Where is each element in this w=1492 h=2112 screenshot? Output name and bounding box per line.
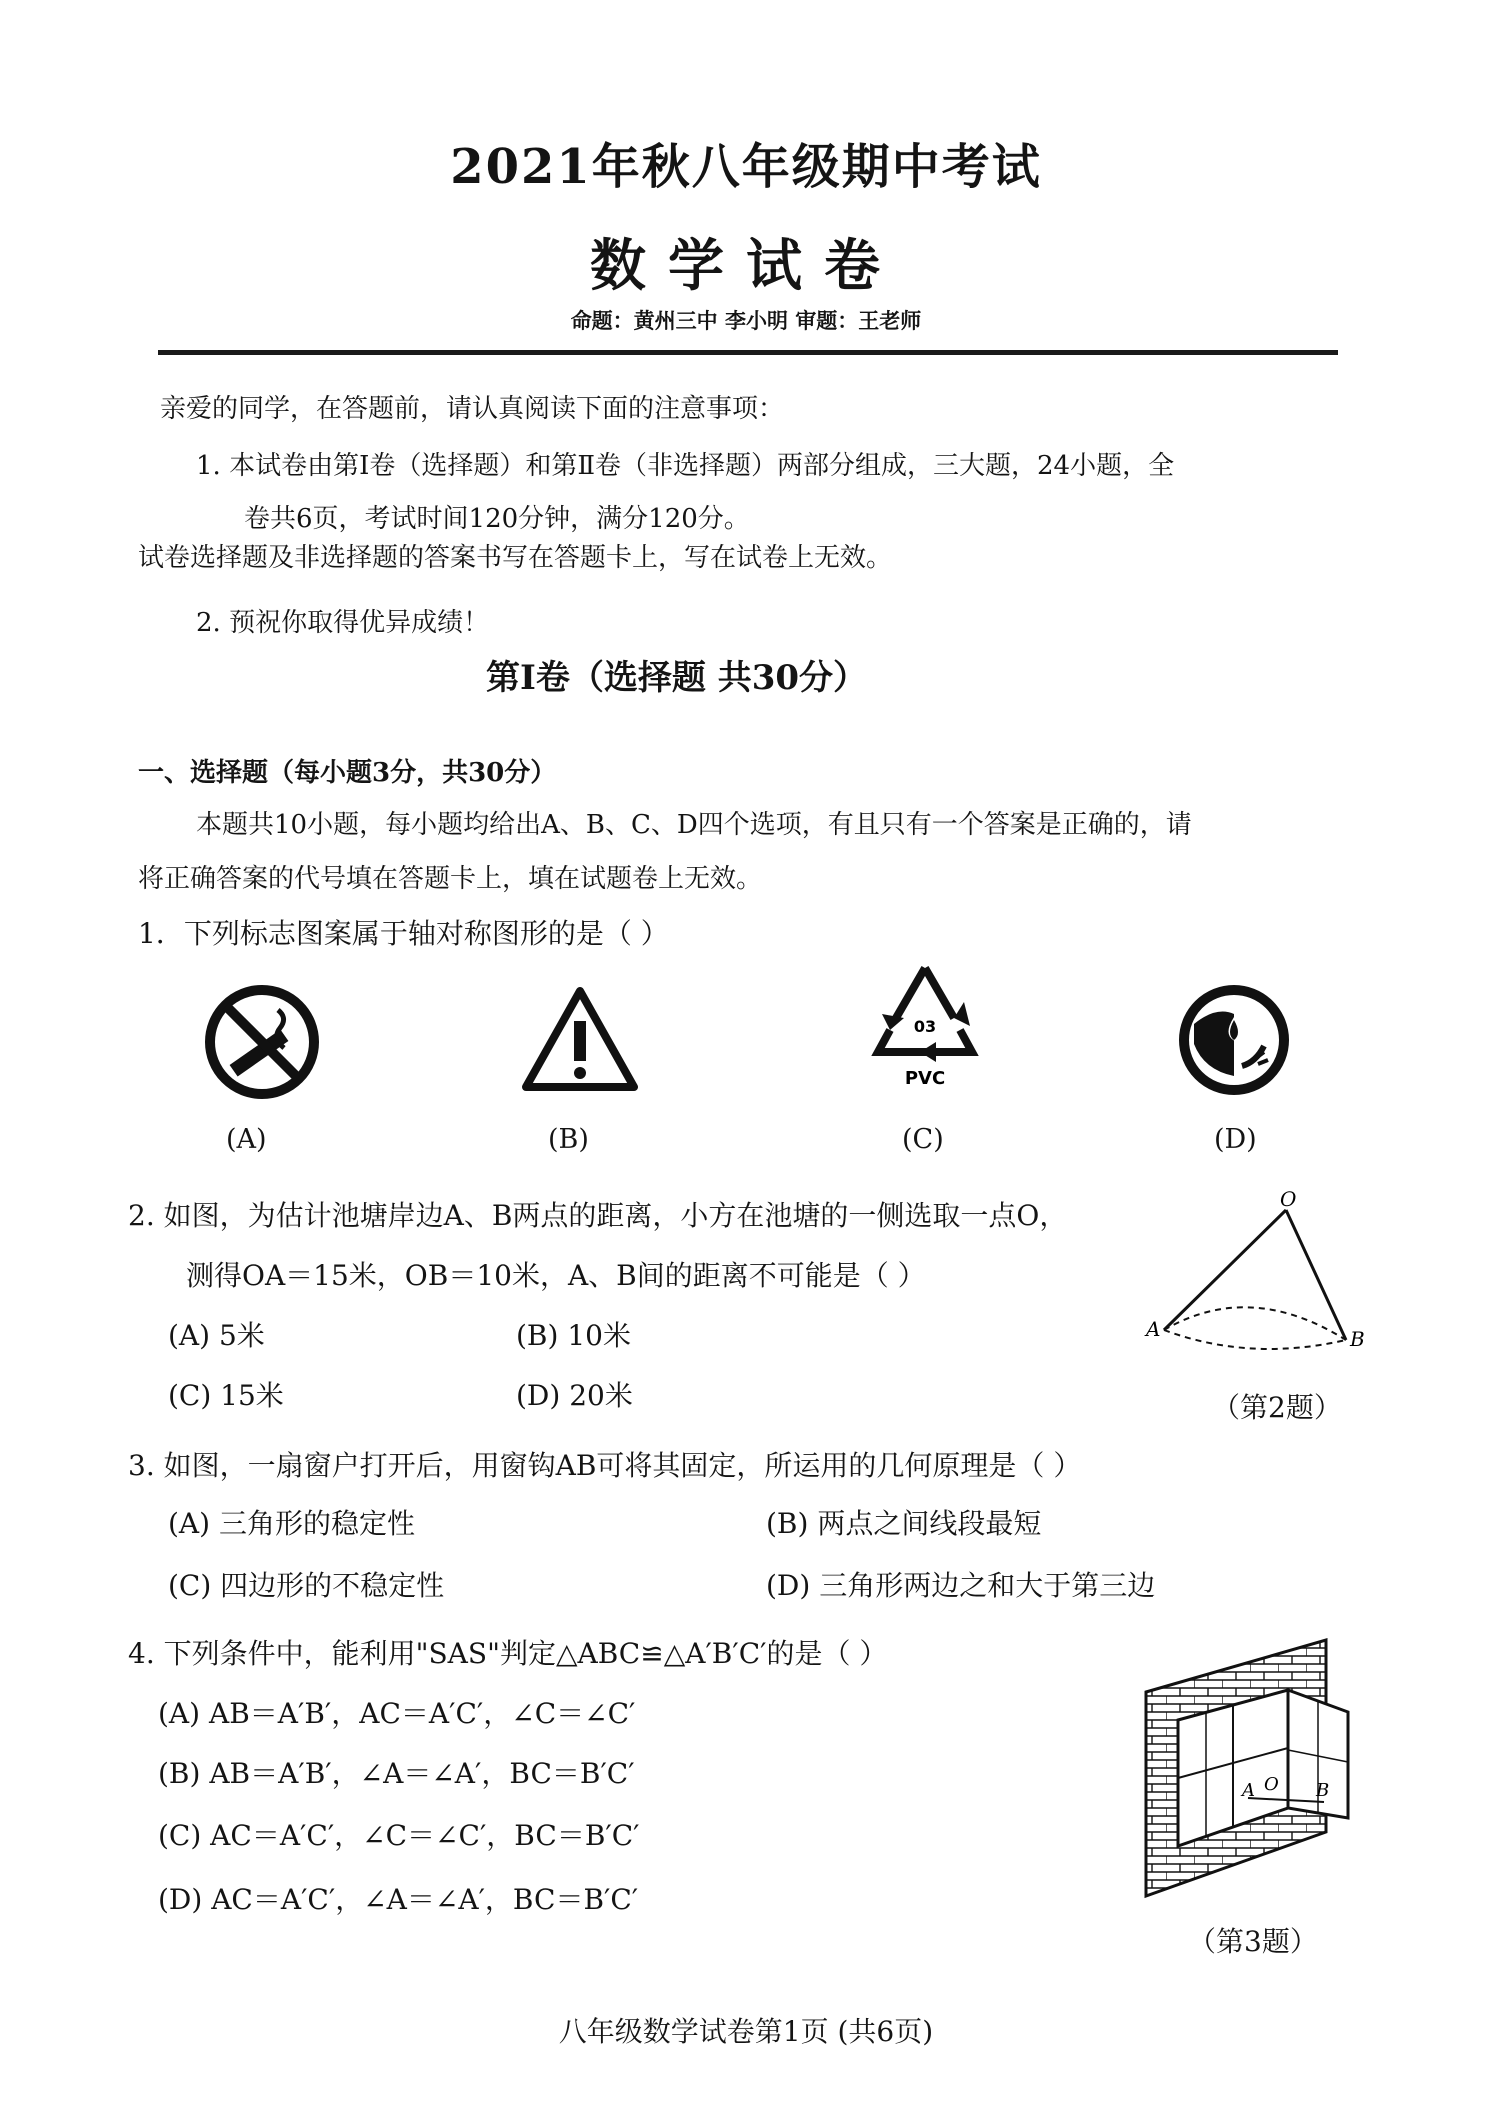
q2-option-a: (A) 5米 — [168, 1319, 265, 1352]
q3-option-a: (A) 三角形的稳定性 — [168, 1507, 415, 1540]
page-footer: 八年级数学试卷第1页 (共6页) — [558, 2015, 934, 2048]
q3-option-c: (C) 四边形的不稳定性 — [168, 1569, 445, 1602]
q3-point-a-label: A — [1242, 1780, 1255, 1801]
question-3-stem: 3. 如图，一扇窗户打开后，用窗钩AB可将其固定，所运用的几何原理是（ ） — [128, 1449, 1082, 1482]
q2-option-b: (B) 10米 — [516, 1319, 631, 1352]
question-2-stem-line-1: 2. 如图，为估计池塘岸边A、B两点的距离，小方在池塘的一侧选取一点O， — [128, 1199, 1068, 1232]
question-2-stem-line-2: 测得OA＝15米，OB＝10米，A、B间的距离不可能是（ ） — [186, 1259, 926, 1292]
q1-option-a-label: (A) — [226, 1124, 267, 1155]
question-1-stem: 1．下列标志图案属于轴对称图形的是（ ） — [138, 917, 669, 950]
exam-subtitle: 数学试卷 — [590, 233, 902, 299]
q1-option-c-label: (C) — [902, 1124, 944, 1155]
q3-option-d: (D) 三角形两边之和大于第三边 — [766, 1569, 1156, 1602]
notice-greeting: 亲爱的同学，在答题前，请认真阅读下面的注意事项： — [160, 394, 785, 424]
instruction-line-2: 将正确答案的代号填在答题卡上，填在试题卷上无效。 — [138, 864, 763, 894]
water-drop-icon — [1172, 978, 1296, 1102]
figure-2-caption: （第2题） — [1212, 1391, 1342, 1424]
q4-option-a: (A) AB＝A′B′，AC＝A′C′，∠C＝∠C′ — [158, 1697, 636, 1730]
q3-option-b: (B) 两点之间线段最短 — [766, 1507, 1042, 1540]
window-diagram — [1138, 1632, 1360, 1904]
q4-option-d: (D) AC＝A′C′，∠A＝∠A′，BC＝B′C′ — [158, 1883, 639, 1916]
notice-item-1-line-1: 1. 本试卷由第Ⅰ卷（选择题）和第Ⅱ卷（非选择题）两部分组成，三大题，24小题，全 — [196, 451, 1175, 481]
q2-option-c: (C) 15米 — [168, 1379, 284, 1412]
recycle-icon — [860, 960, 990, 1090]
section-heading: 第Ⅰ卷（选择题 共30分） — [486, 658, 868, 698]
question-4-stem: 4. 下列条件中，能利用"SAS"判定△ABC≌△A′B′C′的是（ ） — [128, 1637, 888, 1670]
figure-3-caption: （第3题） — [1188, 1925, 1318, 1958]
q4-option-c: (C) AC＝A′C′，∠C＝∠C′，BC＝B′C′ — [158, 1819, 640, 1852]
pond-diagram — [1140, 1187, 1370, 1351]
warning-triangle-icon — [520, 985, 640, 1095]
notice-item-1-line-2: 卷共6页，考试时间120分钟，满分120分。 — [244, 504, 750, 534]
q1-option-d-label: (D) — [1214, 1124, 1257, 1155]
point-o-label: O — [1280, 1187, 1297, 1211]
point-b-label: B — [1350, 1327, 1365, 1351]
exam-byline: 命题：黄州三中 李小明 审题：王老师 — [570, 308, 922, 333]
recycle-material: PVC — [904, 1068, 946, 1089]
exam-title: 2021年秋八年级期中考试 — [450, 139, 1042, 195]
q3-point-b-label: B — [1316, 1780, 1330, 1801]
no-smoking-icon — [200, 980, 324, 1104]
q4-option-b: (B) AB＝A′B′，∠A＝∠A′，BC＝B′C′ — [158, 1757, 635, 1790]
part-title: 一、选择题（每小题3分，共30分） — [138, 758, 557, 788]
instruction-line-1: 本题共10小题，每小题均给出A、B、C、D四个选项，有且只有一个答案是正确的，请 — [196, 810, 1192, 840]
recycle-code: 03 — [913, 1017, 937, 1036]
notice-item-1-line-3: 试卷选择题及非选择题的答案书写在答题卡上，写在试卷上无效。 — [138, 543, 893, 573]
point-a-label: A — [1146, 1317, 1161, 1341]
notice-item-2: 2. 预祝你取得优异成绩！ — [196, 608, 490, 638]
q1-option-b-label: (B) — [548, 1124, 589, 1155]
q2-option-d: (D) 20米 — [516, 1379, 633, 1412]
q3-point-o-label: O — [1264, 1774, 1279, 1795]
header-divider — [158, 350, 1338, 355]
